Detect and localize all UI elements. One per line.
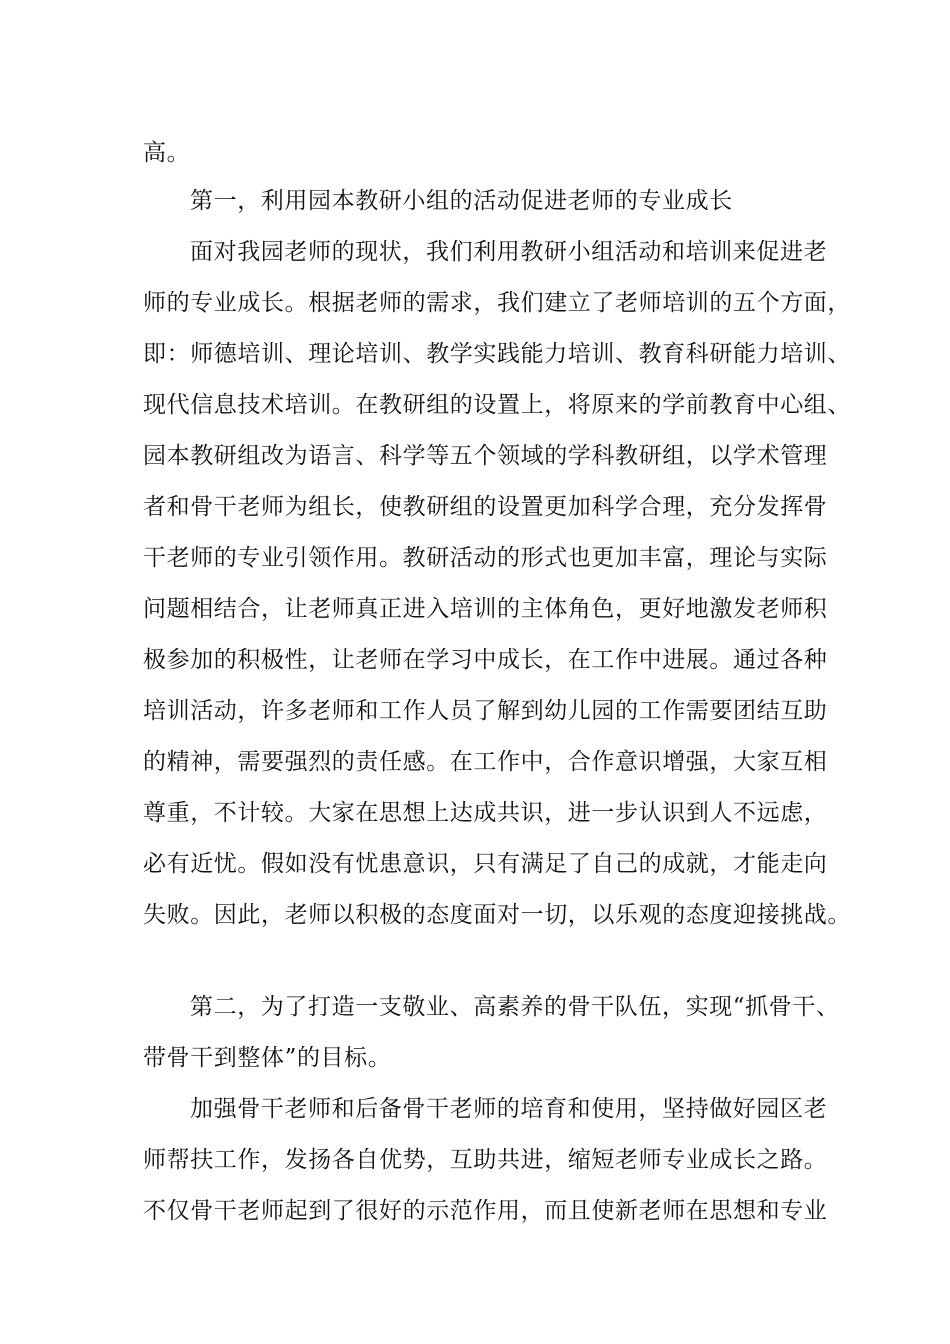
section-heading: 第一，利用园本教研小组的活动促进老师的专业成长 (190, 188, 733, 214)
text-line: 园本教研组改为语言、科学等五个领域的学科教研组，以学术管理 (143, 443, 828, 469)
text-line: 极参加的积极性，让老师在学习中成长，在工作中进展。通过各种 (143, 647, 828, 673)
text-line: 者和骨干老师为组长，使教研组的设置更加科学合理，充分发挥骨 (143, 494, 828, 520)
text-line: 即：师德培训、理论培训、教学实践能力培训、教育科研能力培训、 (143, 341, 851, 367)
text-line: 加强骨干老师和后备骨干老师的培育和使用，坚持做好园区老 (190, 1096, 828, 1122)
text-line: 师的专业成长。根据老师的需求，我们建立了老师培训的五个方面， (143, 290, 851, 316)
text-line: 面对我园老师的现状，我们利用教研小组活动和培训来促进老 (190, 239, 828, 265)
text-line: 尊重，不计较。大家在思想上达成共识，进一步认识到人不远虑， (143, 800, 828, 826)
text-line: 师帮扶工作，发扬各自优势，互助共进，缩短老师专业成长之路。 (143, 1147, 828, 1173)
section-heading-continued: 带骨干到整体”的目标。 (143, 1045, 392, 1071)
section-heading: 第二，为了打造一支敬业、高素养的骨干队伍，实现“抓骨干、 (190, 994, 840, 1020)
text-line: 干老师的专业引领作用。教研活动的形式也更加丰富，理论与实际 (143, 545, 828, 571)
text-line: 的精神，需要强烈的责任感。在工作中，合作意识增强，大家互相 (143, 749, 828, 775)
text-line: 问题相结合，让老师真正进入培训的主体角色，更好地激发老师积 (143, 596, 828, 622)
text-line: 必有近忧。假如没有忧患意识，只有满足了自己的成就，才能走向 (143, 851, 828, 877)
text-line: 不仅骨干老师起到了很好的示范作用，而且使新老师在思想和专业 (143, 1198, 828, 1224)
text-line: 现代信息技术培训。在教研组的设置上，将原来的学前教育中心组、 (143, 392, 851, 418)
text-line: 高。 (143, 140, 191, 166)
text-line: 失败。因此，老师以积极的态度面对一切，以乐观的态度迎接挑战。 (143, 902, 851, 928)
text-line: 培训活动，许多老师和工作人员了解到幼儿园的工作需要团结互助 (143, 698, 828, 724)
